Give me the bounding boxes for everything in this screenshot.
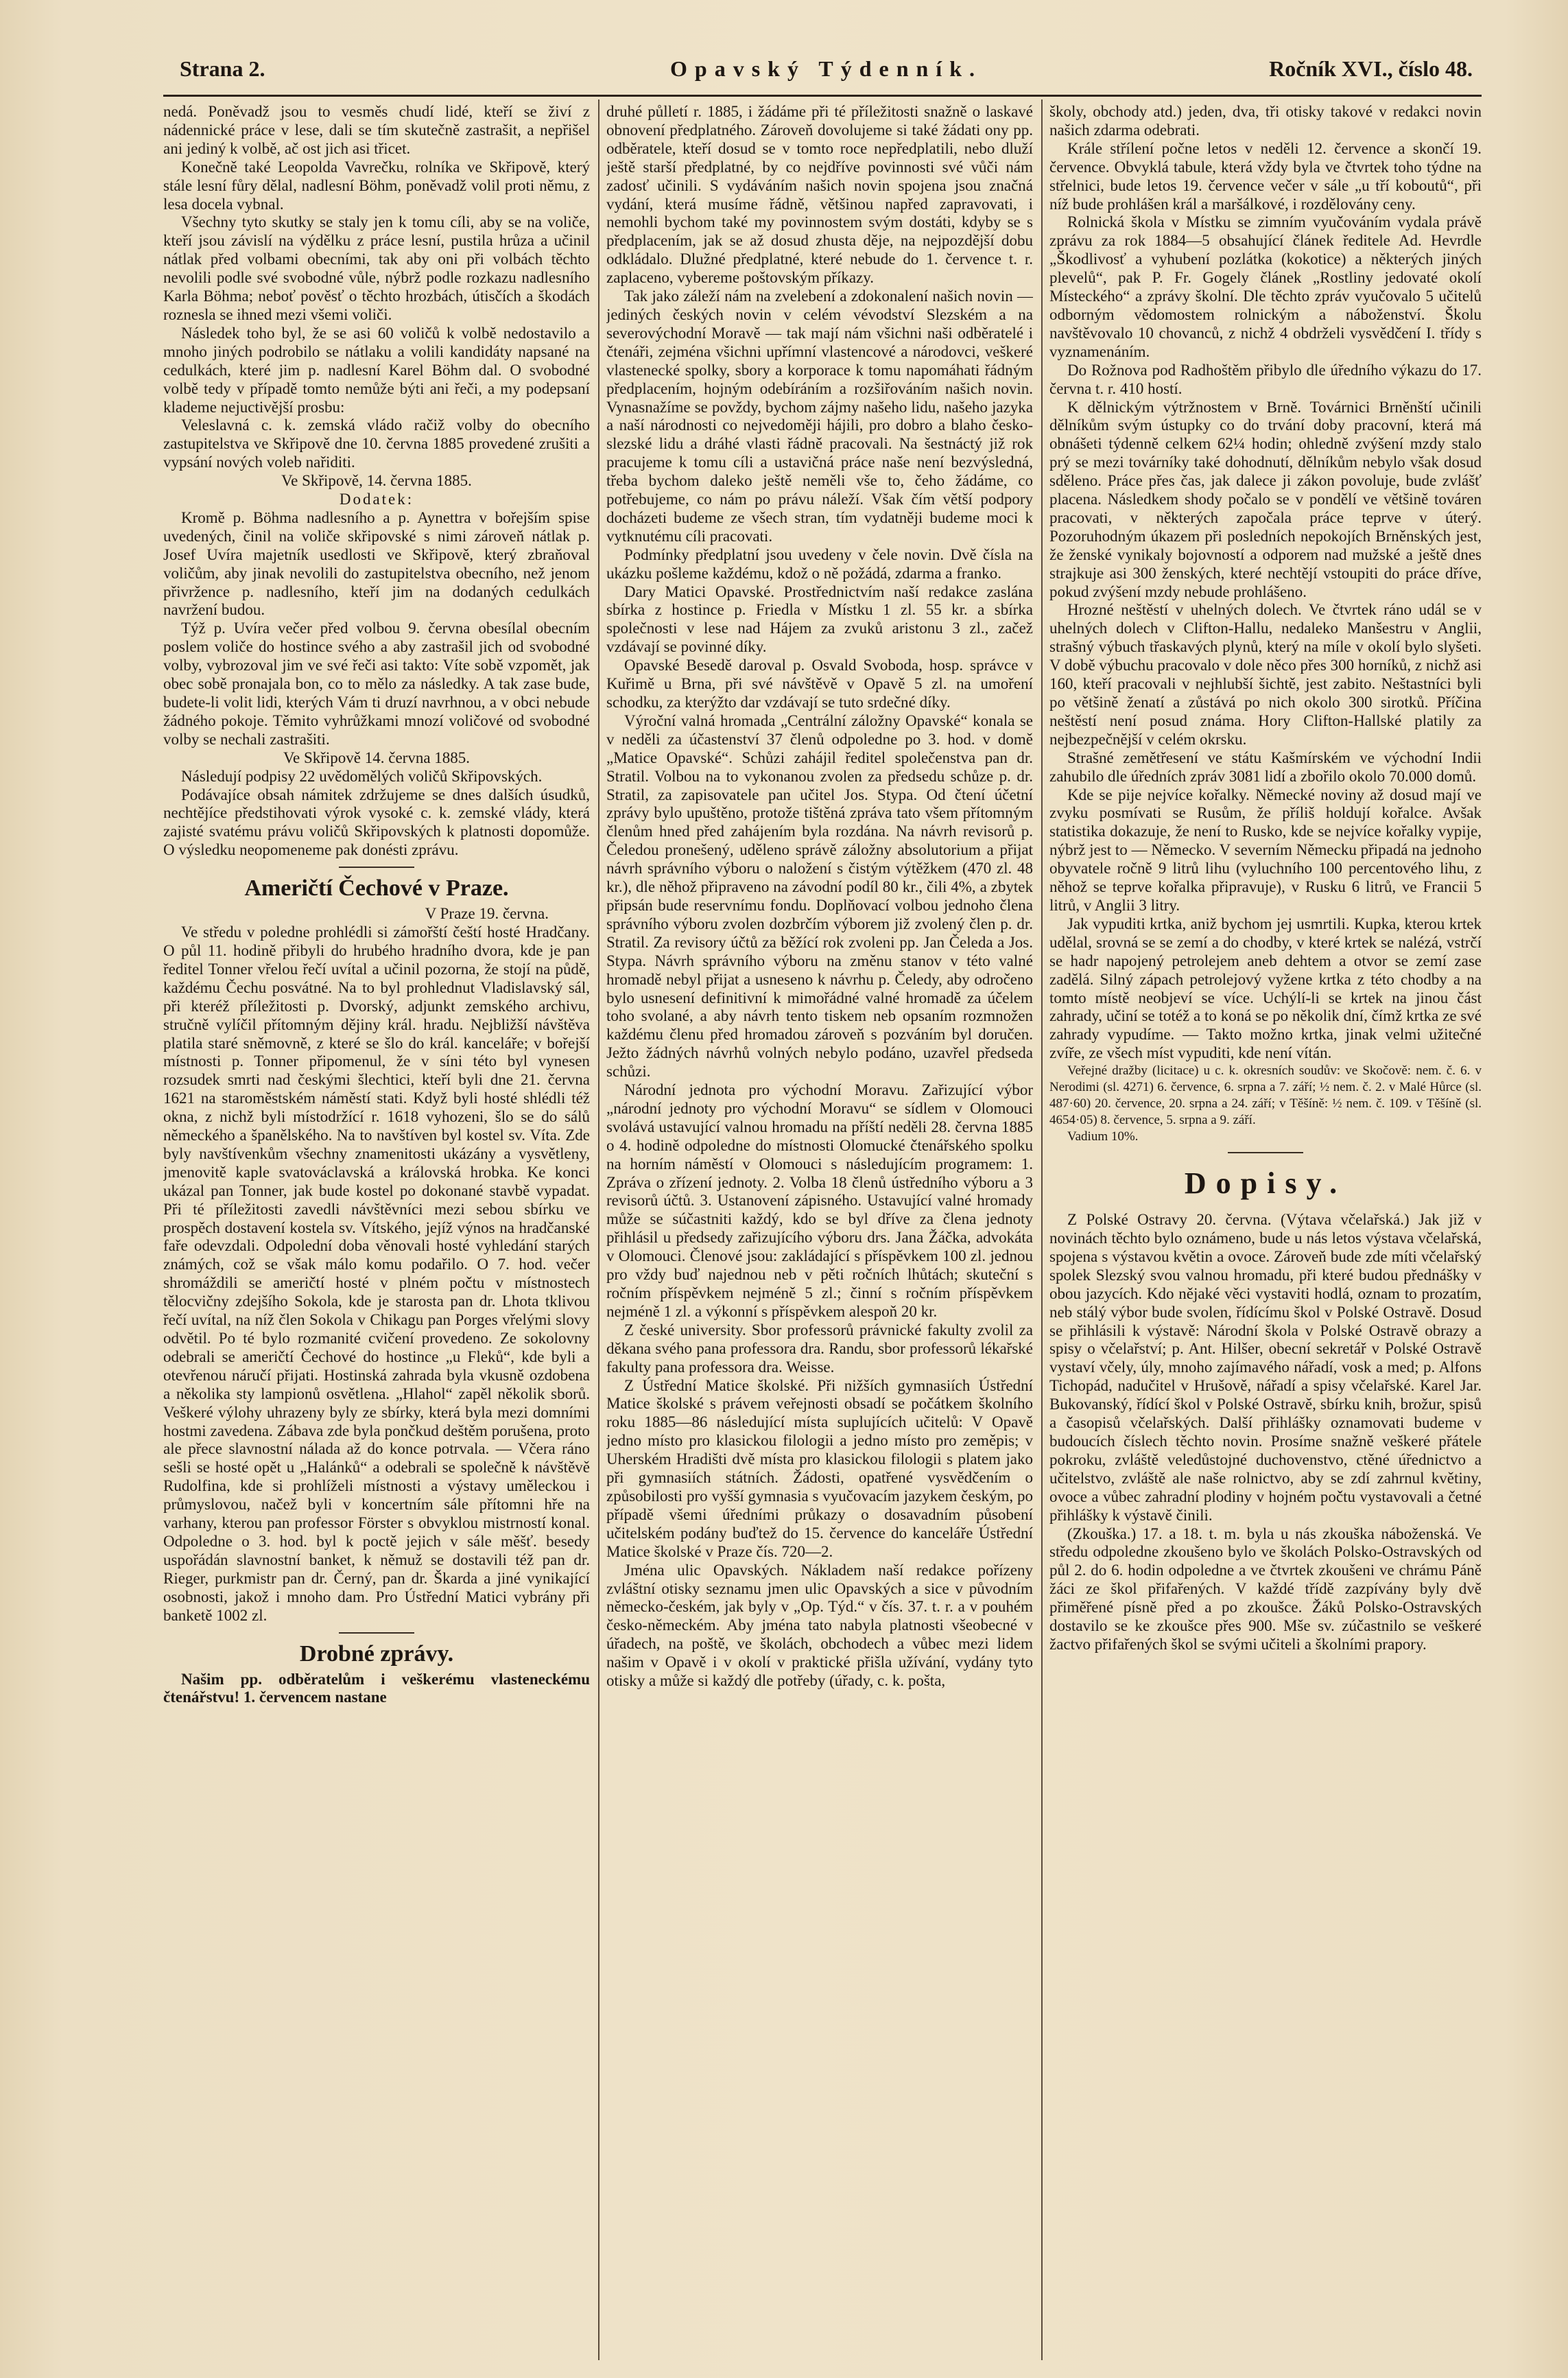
paragraph: Všechny tyto skutky se staly jen k tomu cíli, aby se na voliče, kteří jsou závislí na výdělku z práce lesní, pustila hrůza a učinil nátlak před volbami obecními, tak aby oni při volbách těchto nevolili podle své svobodné vůle, nýbrž podle rozkazu nadlesního Karla Böhma; neboť pověsť o těchto hrozbách, útisčích a škodách roznesla se ihned mezi všemi voliči. (163, 213, 590, 323)
section-rule (1228, 1152, 1303, 1153)
paragraph: Týž p. Uvíra večer před volbou 9. června obesílal obecním poslem voliče do hostince svého a aby zastrašil jich od svobodné volby, vybrozoval jim ve své řeči asi takto: Víte sobě vzpomět, jak obec sobě pronajala bon, co to mělo za následky. A tak zase bude, budete-li volit lidi, kterých Vám ti druzí navrhnou, a v obci nebude žádného pokoje. Těmito vyhrůžkami mnozí voličové od svobodné volby se nechali zastrašiti. (163, 620, 590, 748)
page-header (180, 56, 1473, 89)
dateline: V Praze 19. června. (425, 905, 549, 923)
section-subheading: Dodatek: (339, 491, 414, 508)
paragraph: Následují podpisy 22 uvědomělých voličů Skřipovských. (181, 767, 543, 785)
paragraph: Hrozné neštěstí v uhelných dolech. Ve čtvrtek ráno udál se v uhelných dolech v Clifton-Hallu, nedaleko Manšestru v Anglii, strašný výbuch třaskavých plynů, který na míle v okolí bylo slyšeti. V době výbuchu pracovalo v dole něco přes 300 horníků, z nichž asi 160, kteří pracovali v nejhlubší šichtě, jest zabito. Neštastníci byli po většině ženatí a zůstává po nich okolo 300 sirotků. Příčina neštěstí není posud známa. Hory Clifton-Hallské platily za nejbezpečnější v celém okrsku. (1049, 601, 1482, 748)
paragraph: Výroční valná hromada „Centrální záložny Opavské“ konala se v neděli za účastenství 37 členů odpoledne po 3. hod. v domě „Matice Opavské“. Schůzi zahájil ředitel společenstva pan dr. Stratil. Volbou na to vykonanou zvolen za předsedu schůze p. dr. Stratil, za zapisovatele pan učitel Jos. Stypa. Od čtení účetní zprávy bylo upuštěno, protože tištěná zpráva tato všem přítomným členům hned před zahájením byla rozdána. Na návrh revisorů p. Čeledou pronešený, uděleno správě záložny absolutorium a přijat návrh správního výboru o naložení s čistým výtěžkem (470 zl. 48 kr.), dle něhož připraveno na závodní podíl 80 kr., čili 4%, a zbytek připsán bude reservnímu fondu. Doplňovací volbou jednoho člena správního výboru zvolen dozbrčím výborem již zvolený člen p. dr. Stratil. Za revisory účtů za běžící rok zvoleni pp. Jan Čeleda a Jos. Stypa. Návrh správního výboru na změnu stanov v této valné hromadě nebyl přijat a usneseno k návrhu p. Čeledy, aby odročeno bylo usnesení definitivní k mimořádné valné hromadě za účelem toho svolané, a aby návrh tento tiskem neb opsaním rozmnožen každému členu před hromadou zároveň s pozváním byl doručen. Ježto žádných návrhů volných nebylo podáno, uzavřel předseda schůzi. (606, 711, 1033, 1081)
article-heading: Američtí Čechové v Praze. (244, 875, 509, 902)
paragraph: Dary Matici Opavské. Prostřednictvím naší redakce zaslána sbírka z hostince p. Friedla v Místku 1 zl. 55 kr. a sbírka společnosti v lese nad Hájem za zvuků aristonu 3 zl., začež vzdávají se povinné díky. (606, 582, 1033, 656)
column-divider (598, 99, 599, 2360)
paragraph: školy, obchody atd.) jeden, dva, tři otisky takové v redakci novin našich zdarma odebrati. (1049, 103, 1482, 139)
dateline: Ve Skřipově, 14. června 1885. (281, 472, 472, 490)
paragraph: Kde se pije nejvíce kořalky. Německé noviny až dosud mají ve zvyku posmívati se Rusům, že příliš holdují kořalce. Avšak statistika dokazuje, že není to Rusko, kde se nejvíce kořalky vypije, nýbrž jest to — Německo. V severním Německu připadá na jednoho obyvatele ročně 9 litrů lihu (vyluchního 100 percentového lihu, z něhož se teprve kořalka připravuje), v Rusku 6 litrů, ve Francii 5 litrů, v Anglii 3 litry. (1049, 786, 1482, 914)
paragraph: Jména ulic Opavských. Nákladem naší redakce pořízeny zvláštní otisky seznamu jmen ulic Opavských a sice v původním německo-českém, jak byly v „Op. Týd.“ v čís. 37. t. r. a v pouhém česko-německém. Aby jména tato nabyla platnosti všeobecné v úřadech, na poště, ve školách, obchodech a vůbec mezi lidem našim v Opavě i v okolí v praktické přišla užívání, vydány tyto otisky a může si každý dle potřeby (úřady, c. k. pošta, (606, 1561, 1033, 1690)
masthead-title: Opavský Týdenník. (670, 56, 982, 81)
dateline: Ve Skřipově 14. června 1885. (283, 749, 471, 766)
paragraph: Strašné zemětřesení ve státu Kašmírském ve východní Indii zahubilo dle úředních zpráv 3081 lidí a zbořilo okolo 70.000 domů. (1049, 749, 1482, 785)
paragraph: Vadium 10%. (1067, 1129, 1139, 1144)
paragraph: nedá. Poněvadž jsou to vesměs chudí lidé, kteří se živí z nádennické práce v lese, dali se tím skutečně zastrašit, a nepřišel ani jediný k volbě, ač ost jich asi třicet. (163, 103, 590, 157)
paragraph: Národní jednota pro východní Moravu. Zařizující výbor „národní jednoty pro východní Moravu“ se sídlem v Olomouci svolává ustavující valnou hromadu na příští neděli 28. června 1885 o 4. hodině odpoledne do místnosti Olomucké čtenářského spolku na horním náměstí v Olomouci s následujícím programem: 1. Zpráva o zřízení jednoty. 2. Volba 18 členů ústředního výboru a 3 revisorů účtů. 3. Ustanovení zápisného. Ustavující valné hromady může se súčastniti každý, kdo se byl dříve za člena jednoty přihlásil u předsedy zařizujícího výboru drs. Jana Žáčka, advokáta v Olomouci. Členové jsou: zakládající s příspěvkem 100 zl. jednou pro vždy buď najednou neb v pěti ročních lhůtách; skuteční s ročním příspěvkem nejméně 5 zl.; činní s ročním příspěvkem nejméně 1 zl. a výkonní s příspěvkem alespoň 20 kr. (606, 1081, 1033, 1320)
paragraph: Podávajíce obsah námitek zdržujeme se dnes dalších úsudků, nechtějíce předstihovati výrok vysoké c. k. zemské vlády, která zajisté svatému právu voličů Skřipovských k platnosti dopomůže. O výsledku neopomeneme pak donésti zprávu. (163, 786, 590, 859)
paragraph: Následek toho byl, že se asi 60 voličů k volbě nedostavilo a mnoho jiných podrobilo se nátlaku a volili kandidáty napsané na cedulkách, které jim p. nadlesní Karel Böhm dal. O svobodné volbě tedy v případě tomto nemůže býti ani řeči, a my podepsaní klademe nejuctivější prosbu: (163, 324, 590, 416)
page-number: Strana 2. (180, 56, 265, 81)
paragraph: druhé půlletí r. 1885, i žádáme při té příležitosti snažně o laskavé obnovení předplatného. Zároveň dovolujeme si také žádati ony pp. odběratele, kteří dosud se v tomto roce nepředplatili, nebo dluží ještě starší předplatné, by co nejdříve povinnosti své vůči nám zadosť učinili. S vydáváním našich novin spojena jsou značná vydání, která musíme řádně, většinou napřed zapravovati, i nemohli bychom také my povinnostem svým dostáti, kdyby se s předplacením, jak se až dosud zhusta děje, na nejpozdější dobu odkládalo. Dlužné předplatné, které nebude do 1. července t. r. zaplaceno, vybereme poštovským příkazy. (606, 103, 1033, 287)
section-rule (339, 1632, 414, 1634)
paragraph: Z české university. Sbor professorů právnické fakulty zvolil za děkana svého pana professora dra. Randu, sbor professorů lékařské fakulty pana professora dra. Weisse. (606, 1321, 1033, 1376)
column-3 (1049, 103, 1482, 2360)
paragraph: Veřejné dražby (licitace) u c. k. okresních soudův: ve Skočově: nem. č. 6. v Nerodimi (sl. 4271) 6. července, 6. srpna a 7. září; ½ nem. č. 2. v Malé Hůrce (sl. 487·60) 20. července, 20. srpna a 24. září; v Těšíně: ½ nem. č. 109. v Těšíně (sl. 4654·05) 8. července, 5. srpna a 9. září. (1049, 1063, 1482, 1128)
paragraph: Podmínky předplatní jsou uvedeny v čele novin. Dvě čísla na ukázku pošleme každému, kdož o ně požádá, zdarma a franko. (606, 545, 1033, 582)
header-rule (163, 95, 1482, 97)
paragraph: K dělnickým výtržnostem v Brně. Továrnici Brněnští učinili dělníkům svým ústupky co do trvání doby pracovní, která má obnášeti týdenně celkem 62¼ hodin; ohledně zvýšení mzdy stalo prý se mezi továrníky také dohodnutí, dělníkům nebylo však dosud sděleno. Práce přes čas, jak dalece ji zákon povoluje, bude zvlášť placena. Následkem shody počalo se v pondělí ve většině továren pracovati, v některých započala práce teprve v úterý. Pozoruhodným úkazem při posledních nepokojích Brněnských jest, že ženské vynikaly bojovností a odporem nad mužské a ještě dnes strajkuje asi 300 ženských, které nechtějí vstoupiti do práce dříve, pokud zvýšení mzdy nebude prohlášeno. (1049, 398, 1482, 600)
paragraph: Kromě p. Böhma nadlesního a p. Aynettra v bořejším spise uvedených, činil na voliče skřipovské s nimi zároveň nátlak p. Josef Uvíra majetník usedlosti ve Skřipově, který zbraňoval voličům, aby jinak nevolili do zastupitelstva obecního, než jenom přivržence p. nadlesního, kteří jim na dodaných cedulkách navržení budou. (163, 508, 590, 619)
section-heading: Dopisy. (1184, 1166, 1347, 1201)
paragraph: Ve středu v poledne prohlédli si zámořští čeští hosté Hradčany. O půl 11. hodině přibyli do hrubého hradního dvora, kde je pan ředitel Tonner vřelou řečí uvítal a učinil pozorna, že stojí na půdě, každému Čechu posvátné. Na to byl prohlednut Vladislavský sál, při kteréž příležitosti p. Dvorský, adjunkt zemského archivu, stručně vylíčil přítomným dějiny král. hradu. Nejbližší návštěva platila staré sněmovně, z které se šlo do král. kanceláře; v bořejší místnosti p. Tonner připomenul, že v síni této byl vynesen rozsudek smrti nad českými šlechtici, kteří byli dne 21. června 1621 na staroměstském náměstí stati. Když byli hosté shlédli též okna, z nichž byli místodržící r. 1618 vyhozeni, šlo se do sálů německého a španělského. Na to navštíven byl kostel sv. Víta. Zde byly navštívenkům všechny znamenitosti ukázány a vysvětleny, jmenovitě kaple svatováclavská a královská hrobka. Ke konci ukázal pan Tonner, jak bude kostel po dokonané stavbě vypadat. Při té příležitosti zavedli návštěvníci mezi sebou sbírku ve prospěch dostavení kostela sv. Vítského, jejíž výnos na hradčanské faře odevzdali. Odpolední doba věnovali hosté vyhledání starých známých, což se však málo komu podařilo. O 7. hod. večer shromáždili se američtí hosté v plném počtu v místnostech tělocvičny zdejšího Sokola, kde je starosta pan dr. Lhota tklivou řečí uvítal, na níž člen Sokola v Chikagu pan Porges vřelými slovy odvětil. Po té bylo rozmanité cvičení provedeno. Ze sokolovny odebrali se američtí Čechové do hostince „u Fleků“, kde byli a otevřenou náručí přijati. Hostinská zahrada byla vkusně ozdobena a několika sty lampionů osvětlena. „Hlahol“ zapěl několik sborů. Veškeré výlohy uhrazeny byly ze sbírky, která byla mezi domními hostmi zavedena. Zábava zde byla pončkud deštěm porušena, proto ale přece slavnostní nálada až do konce potrvala. — Včera ráno sešli se hosté opět u „Halánků“ a odebrali se společně k návštěvě Rudolfina, kde si prohlíželi místnosti a výstavy uměleckou i průmyslovou, načež byli v koncertním sále přítomni hře na varhany, kterou pan professor Förster s obvyklou mistrností konal. Odpoledne o 3. hod. byl k poctě jejich v sále měšť. besedy uspořádán slavnostní banket, k němuž se dostavili též pan dr. Rieger, purkmistr pan dr. Černý, pan dr. Škarda a jiné vynikající osobnosti, jakož i mnoho dam. Pro Ústřední Matici vybrány při banketě 1002 zl. (163, 923, 590, 1624)
paragraph: Z Polské Ostravy 20. června. (Výtava včelařská.) Jak již v novinách těchto bylo oznámeno, bude u nás letos výstava včelařská, spojena s výstavou květin a ovoce. Zároveň bude zde míti včelařský spolek Slezský svou valnou hromadu, při které budou přednášky v obou jazycích. Kdo nějaké věci vystaviti hodlá, oznam to prozatím, neb stálý výbor bude svolen, řídícímu škol v Polské Ostravě. Dosud se přihlásili k výstavě: Národní škola v Polské Ostravě obrazy a spisy o včelařství; p. Ant. Hilšer, obecní sekretář v Polské Ostravě vystaví včely, úly, mnoho zajímavého nářadí, vosk a med; p. Alfons Tichopád, nadučitel v Hrušově, nářadí a spisy včelařské. Karel Jar. Bukovanský, řídící škol v Polské Ostravě, sbírku knih, brožur, spisů a časopisů včelařských. Další přihlášky oznamovati budeme v budoucích číslech těchto novin. Prosíme snažně veškeré přátele pokroku, zvláště veledůstojné duchovenstvo, ctěné úřednictvo a učitelstvo, zvláště ale naše rolnictvo, aby se zdí zahrnul květiny, ovoce a vůbec zahradní plodiny v hojném počtu vystavovali a četné přihlášky k výstavě činili. (1049, 1211, 1482, 1524)
paragraph: Opavské Besedě daroval p. Osvald Svoboda, hosp. správce v Kuřimě u Brna, při své návštěvě v Opavě 5 zl. na umoření schodku, za kterýžto dar vzdávají se tuto srdečné díky. (606, 657, 1033, 711)
paragraph: Tak jako záleží nám na zvelebení a zdokonalení našich novin — jediných českých novin v celém vévodství Slezském a na severovýchodní Moravě — tak mají nám všichni naši odběratelé i čtenáři, zejména všichni upřímní vlastencové a národovci, veškeré vlastenecké spolky, sbory a korporace k tomu napomáhati řádným předplacením, hojným odebíráním a rozšiřováním našich novin. Vynasnažíme se povždy, bychom zájmy našeho lidu, našeho jazyka a naší národnosti co nejvedoměji hájili, pro dobro a blaho česko-slezské lidu a dráhé vlasti řádně pracovali. Na šestnáctý již rok pracujeme k tomu cíli a ustavičná práce naše není bezvýsledná, třeba bychom daleko ještě neměli vše to, čeho žádáme, co potřebujeme, co nám po právu náleží. Však čím větší podpory docházeti budeme ze všech stran, tím vydatněji budeme moci k vytknutému cíli pracovati. (606, 287, 1033, 545)
paragraph: Konečně také Leopolda Vavrečku, rolníka ve Skřipově, který stále lesní fůry dělal, nadlesní Böhm, poněvadž volil proti němu, z lesa docela vybnal. (163, 158, 590, 213)
paragraph: Rolnická škola v Místku se zimním vyučováním vydala právě zprávu za rok 1884—5 obsahující článek ředitele Ad. Hevrdle „Škodlivosť a vyhubení pozlátka (kokotice) a některých jiných plevelů“, pak P. Fr. Gogely článek „Rostliny jedovaté okolí Místeckého“ a zprávy školní. Dle těchto zpráv vyučovalo 5 učitelů odborným vědomostem rolnickým a náboženství. Školu navštěvovalo 10 chovanců, z nichž 4 obdrželi vysvědčení I. třídy s vyznamenáním. (1049, 213, 1482, 360)
section-rule (339, 867, 414, 868)
volume-issue: Ročník XVI., číslo 48. (1269, 56, 1473, 81)
column-2 (606, 103, 1033, 2360)
column-1 (163, 103, 590, 2360)
paragraph: Jak vypuditi krtka, aniž bychom jej usmrtili. Kupka, kterou krtek udělal, srovná se se zemí a do chodby, v které krtek se nalézá, vstrčí se hadr napojený petrolejem aneb dehtem a otvor se zemí zase zadělá. Silný zápach petrolejový vyžene krtka z této chodby a na tomto místě neobjeví se více. Uchýlí-li se krtek na jinou část zahrady, učiní se totéž a to koná se po několik dní, čímž krtka ze své zahrady vypudíme. — Takto možno krtka, jinak velmi užitečné zvíře, ze všech míst vypuditi, kde není vítán. (1049, 915, 1482, 1062)
paragraph: (Zkouška.) 17. a 18. t. m. byla u nás zkouška náboženská. Ve středu odpoledne zkoušeno bylo ve školách Polsko-Ostravských od půl 2. do 6. hodin odpoledne a ve čtvrtek zkoušeni ve chrámu Páně žáci ze škol přifařených. V každé třídě zazpívány byly dvě přiměřené písně před a po zkoušce. Žáků Polsko-Ostravských dostavilo se ke zkoušce přes 900. Mše sv. zúčastnilo se veškeré žactvo přifařených škol se svými učiteli a školními prapory. (1049, 1524, 1482, 1653)
column-divider (1041, 99, 1043, 2360)
paragraph: Do Rožnova pod Radhoštěm přibylo dle úředního výkazu do 17. června t. r. 410 hostí. (1049, 361, 1482, 397)
paragraph: Z Ústřední Matice školské. Při nižších gymnasiích Ústřední Matice školské s právem veřejnosti obsadí se počátkem školního roku 1885—86 následující místa suplujících učitelů: V Opavě jedno místo pro klasickou filologii a jedno místo pro zeměpis; v Uherském Hradišti dvě místa pro klasickou filologii s platem jako při gymnasiích státních. Žádosti, opatřené vysvědčením o způsobilosti pro vyšší gymnasia s vyučovacím jazykem českým, po případě všemi úředními průkazy o dosavadním působení učitelském podány buďtež do 15. července do kanceláře Ústřední Matice školské v Praze čís. 720—2. (606, 1376, 1033, 1560)
paragraph: Našim pp. odběratelům i veškerému vlasteneckému čtenářstvu! 1. červencem nastane (163, 1670, 590, 1706)
paragraph: Krále střílení počne letos v neděli 12. července a skončí 19. července. Obvyklá tabule, která vždy byla ve čtvrtek toho týdne na střelnici, bude letos 19. července večer v sále „u tří koboutů“, při níž bude prohlášen král a maršálkové, i rozdělovány ceny. (1049, 139, 1482, 213)
paragraph: Veleslavná c. k. zemská vládo račiž volby do obecního zastupitelstva ve Skřipově dne 10. června 1885 provedené zrušiti a vypsání nových voleb nařiditi. (163, 416, 590, 471)
section-heading: Drobné zprávy. (299, 1640, 454, 1667)
